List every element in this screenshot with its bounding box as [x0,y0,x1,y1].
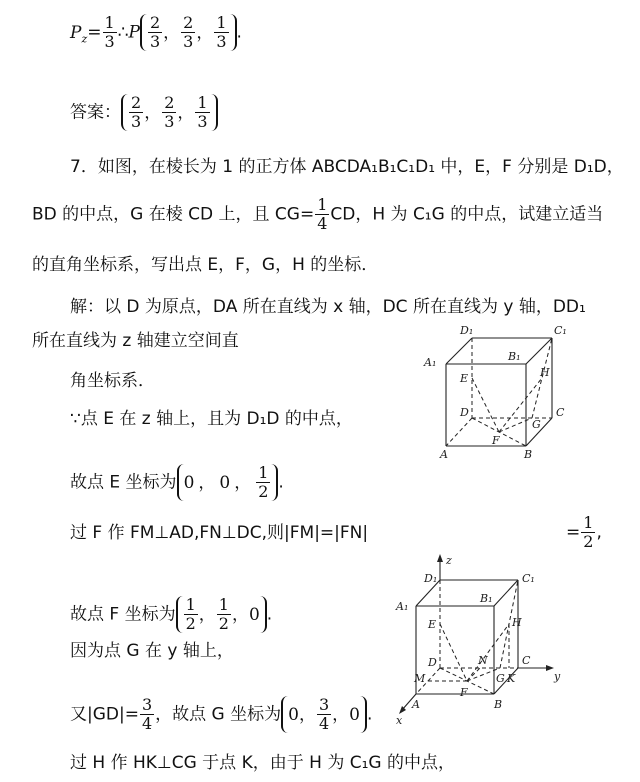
pz-fraction: $\frac{1}{3}$ [104,13,115,51]
label-c: C [522,654,531,667]
label-f: F [460,686,468,699]
equals-sign: = [87,22,102,43]
solution-line-8: 因为点 G 在 y 轴上， [70,641,234,661]
label-a1: A₁ [424,356,437,369]
label-f: F [492,434,500,447]
label-a1: A₁ [396,600,409,613]
gd-fraction: $\frac{3}{4}$ [141,695,153,733]
cube-figure-1 [420,320,620,460]
label-d: D [460,406,469,419]
point-p-coordinates: $\frac{2}{3}$ ， $\frac{2}{3}$ ， $\frac{1}{3}$ [140,14,237,51]
label-b1: B₁ [480,592,493,605]
label-c1: C₁ [554,324,567,337]
label-m: M [414,672,426,685]
line-pz [70,14,242,51]
solution-line-10: 过 H 作 HK⊥CG 于点 K，由于 H 为 C₁G 的中点， [70,753,455,773]
label-k: K [507,672,516,685]
answer-label: 答案： [70,102,121,123]
label-n: N [478,654,488,667]
label-d: D [428,656,437,669]
label-b1: B₁ [508,350,521,363]
question-7-line-2: BD 的中点，G 在棱 CD 上，且 CG= $\frac{1}{4}$ CD，H 为 C₁G 的中点，试建立适当 [32,195,604,233]
question-7-line-1: 7．如图，在棱长为 1 的正方体 ABCDA₁B₁C₁D₁ 中，E，F 分别是 D₁D， [70,157,624,177]
cg-fraction: $\frac{1}{4}$ [317,195,328,233]
label-x-axis: x [396,714,403,726]
fm-fn-value: = $\frac{1}{2}$ , [566,513,602,551]
label-g: G [532,418,541,431]
solution-line-5: 故点 E 坐标为 0 ， 0 ， $\frac{1}{2}$ . [70,463,284,501]
solution-line-2: 所在直线为 z 轴建立空间直 [32,331,239,351]
label-d1: D₁ [460,324,474,337]
point-f-coordinates: $\frac{1}{2}$ ， $\frac{1}{2}$ ， 0 [176,596,267,633]
solution-line-1: 解：以 D 为原点，DA 所在直线为 x 轴，DC 所在直线为 y 轴，DD₁ [70,297,586,317]
label-b: B [494,698,503,711]
label-c1: C₁ [522,572,535,585]
label-a: A [412,698,420,711]
point-e-coordinates: 0 ， 0 ， $\frac{1}{2}$ [177,464,279,501]
label-b: B [524,448,533,460]
label-g: G [496,672,505,685]
question-7-line-3: 的直角坐标系，写出点 E，F，G，H 的坐标． [32,255,379,275]
point-p: P [128,22,140,43]
label-z-axis: z [446,554,452,567]
answer-line [70,94,218,131]
label-e: E [428,618,437,631]
point-g-coordinates: 0 ， $\frac{3}{4}$ ， 0 [281,696,367,733]
solution-line-6: 过 F 作 FM⊥AD,FN⊥DC,则|FM|=|FN| [70,523,369,543]
solution-line-7: 故点 F 坐标为 $\frac{1}{2}$ ， $\frac{1}{2}$ ， 0 . [70,595,273,633]
pz-symbol: $P_z$ [70,22,88,45]
label-c: C [556,406,565,419]
period: . [236,22,242,43]
label-y-axis: y [554,670,561,683]
label-e: E [460,372,469,385]
answer-coordinates: $\frac{2}{3}$ ， $\frac{2}{3}$ ， $\frac{1}{3}$ [121,94,218,131]
label-a: A [440,448,448,460]
cube-figure-2 [394,554,574,726]
label-d1: D₁ [424,572,438,585]
label-h: H [512,616,522,629]
solution-line-4: ∵点 E 在 z 轴上，且为 D₁D 的中点， [70,409,353,429]
solution-line-3: 角坐标系． [70,371,155,391]
solution-line-9: 又|GD|= $\frac{3}{4}$ ，故点 G 坐标为 0 ， $\frac{3}{4}$ ， 0 . [70,695,373,733]
label-h: H [540,366,550,379]
therefore-symbol: ∴ [117,22,129,43]
